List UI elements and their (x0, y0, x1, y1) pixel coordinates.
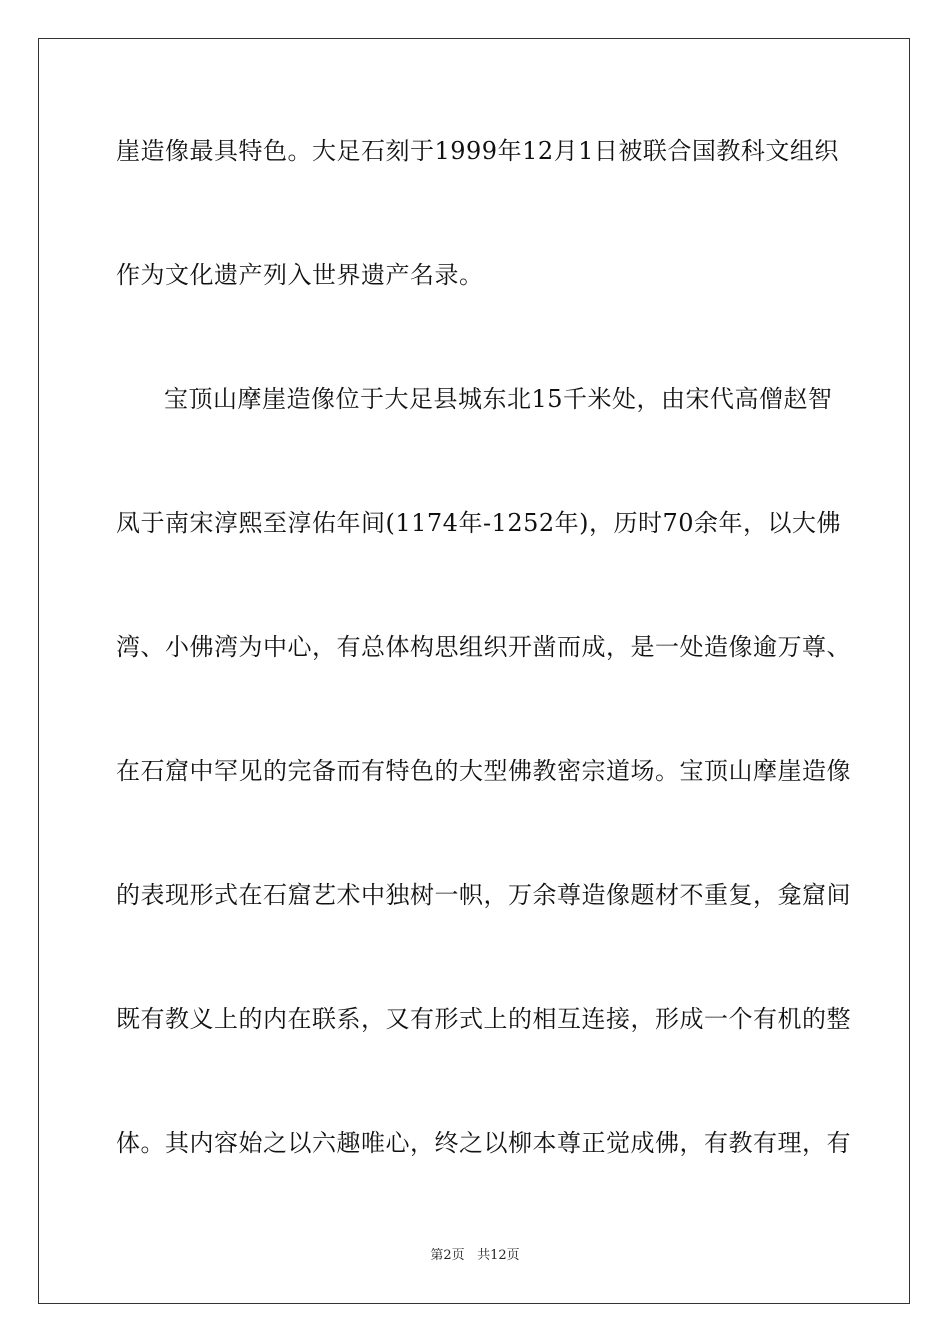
page-border (38, 38, 910, 1304)
body-text-line: 在石窟中罕见的完备而有特色的大型佛教密宗道场。宝顶山摩崖造像 (116, 757, 851, 785)
page-footer (0, 1247, 950, 1265)
body-text-line: 湾、小佛湾为中心，有总体构思组织开凿而成，是一处造像逾万尊、 (116, 633, 851, 661)
body-text-line: 宝顶山摩崖造像位于大足县城东北15千米处，由宋代高僧赵智 (164, 385, 833, 413)
body-text-line: 体。其内容始之以六趣唯心，终之以柳本尊正觉成佛，有教有理，有 (116, 1129, 851, 1157)
body-text-line: 凤于南宋淳熙至淳佑年间(1174年-1252年)，历时70余年，以大佛 (116, 509, 842, 537)
body-text-line: 既有教义上的内在联系，又有形式上的相互连接，形成一个有机的整 (116, 1005, 851, 1033)
body-text-line: 崖造像最具特色。大足石刻于1999年12月1日被联合国教科文组织 (116, 137, 839, 165)
body-text-line: 作为文化遗产列入世界遗产名录。 (116, 261, 484, 289)
page-number: 第2页 (430, 1248, 465, 1263)
body-text-line: 的表现形式在石窟艺术中独树一帜，万余尊造像题材不重复，龛窟间 (116, 881, 851, 909)
page-total: 共12页 (477, 1248, 520, 1263)
